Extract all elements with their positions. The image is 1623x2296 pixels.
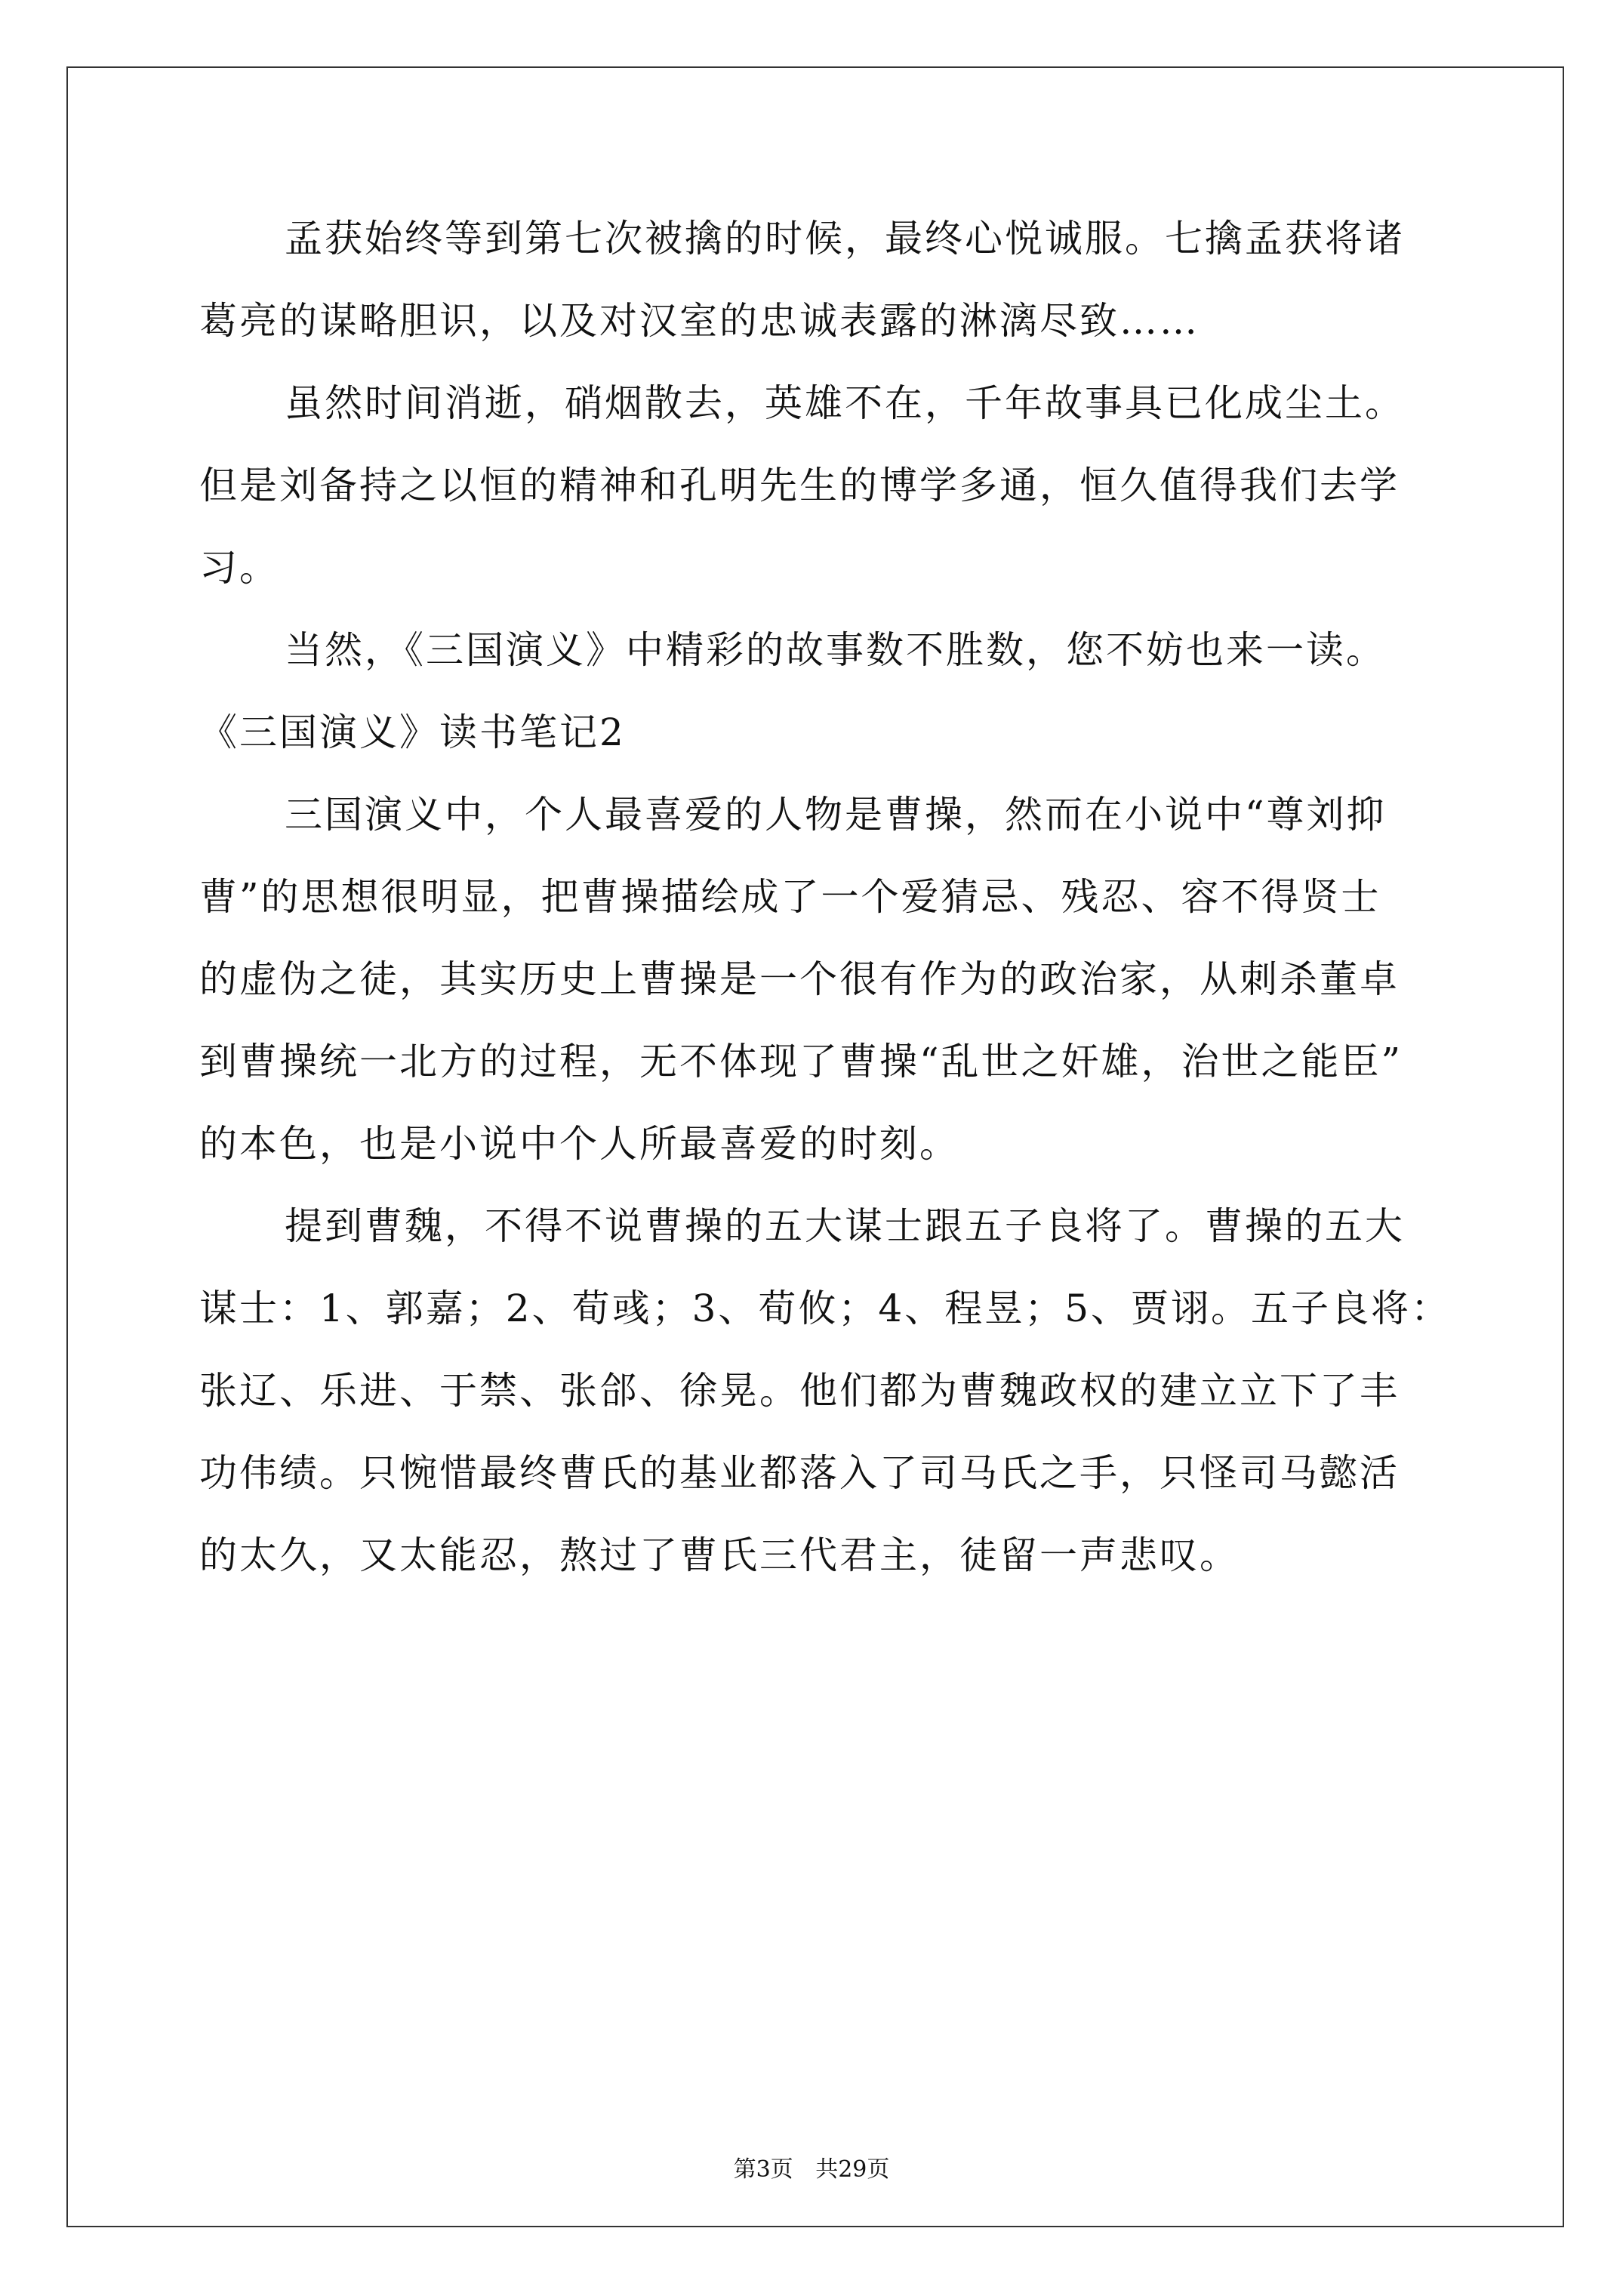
paragraph-4-line-1: 三国演义中，个人最喜爱的人物是曹操，然而在小说中“尊刘抑 xyxy=(285,793,1387,837)
paragraph-4-line-4: 到曹操统一北方的过程，无不体现了曹操“乱世之奸雄，治世之能臣” xyxy=(199,1040,1403,1083)
document-body xyxy=(199,216,1464,1615)
paragraph-5-line-4: 功伟绩。只惋惜最终曹氏的基业都落入了司马氏之手，只怪司马懿活 xyxy=(199,1451,1400,1495)
paragraph-2-line-1: 虽然时间消逝，硝烟散去，英雄不在，千年故事具已化成尘土。 xyxy=(285,381,1405,425)
page-total-label: 共29页 xyxy=(815,2156,890,2183)
page-footer xyxy=(0,2156,1623,2184)
paragraph-5-line-2: 谋士：1、郭嘉；2、荀彧；3、荀攸；4、程昱；5、贾诩。五子良将： xyxy=(199,1287,1452,1330)
paragraph-5-line-1: 提到曹魏，不得不说曹操的五大谋士跟五子良将了。曹操的五大 xyxy=(285,1204,1405,1248)
page-number-label: 第3页 xyxy=(733,2156,793,2183)
paragraph-2-line-3: 习。 xyxy=(199,546,279,590)
paragraph-1-line-1: 孟获始终等到第七次被擒的时候，最终心悦诚服。七擒孟获将诸 xyxy=(285,217,1405,260)
paragraph-5-line-3: 张辽、乐进、于禁、张郃、徐晃。他们都为曹魏政权的建立立下了丰 xyxy=(199,1369,1400,1413)
paragraph-4-line-2: 曹”的思想很明显，把曹操描绘成了一个爱猜忌、残忍、容不得贤士 xyxy=(199,875,1381,919)
paragraph-2-line-2: 但是刘备持之以恒的精神和孔明先生的博学多通，恒久值得我们去学 xyxy=(199,464,1400,507)
paragraph-3-line-1: 当然，《三国演义》中精彩的故事数不胜数，您不妨也来一读。 xyxy=(285,628,1386,672)
section-heading: 《三国演义》读书笔记2 xyxy=(199,710,626,754)
paragraph-4-line-5: 的本色，也是小说中个人所最喜爱的时刻。 xyxy=(199,1122,959,1166)
paragraph-5-line-5: 的太久，又太能忍，熬过了曹氏三代君主，徒留一声悲叹。 xyxy=(199,1533,1240,1577)
paragraph-1-line-2: 葛亮的谋略胆识，以及对汉室的忠诚表露的淋漓尽致…… xyxy=(199,299,1200,343)
paragraph-4-line-3: 的虚伪之徒，其实历史上曹操是一个很有作为的政治家，从刺杀董卓 xyxy=(199,957,1400,1001)
